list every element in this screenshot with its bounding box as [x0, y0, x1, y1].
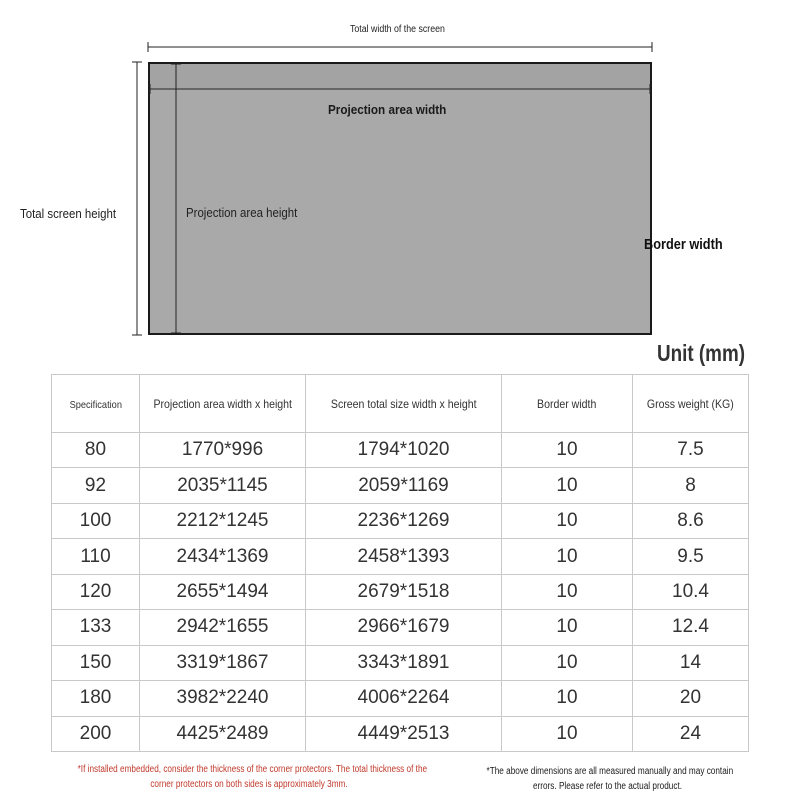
cell-border-width: 10 — [502, 574, 633, 609]
left-note-line2: corner protectors on both sides is approximately 3mm. — [150, 779, 348, 790]
cell-specification: 110 — [52, 539, 140, 574]
cell-projection-area: 4425*2489 — [140, 716, 306, 752]
cell-projection-area: 2035*1145 — [140, 468, 306, 503]
header-projection-area: Projection area width x height — [140, 375, 306, 433]
cell-screen-total-size: 2966*1679 — [306, 610, 502, 645]
projection-height-label: Projection area height — [186, 205, 298, 220]
cell-specification: 80 — [52, 433, 140, 468]
total-height-label: Total screen height — [20, 206, 117, 221]
border-width-label: Border width — [644, 236, 723, 253]
right-note — [486, 764, 734, 794]
cell-screen-total-size: 2236*1269 — [306, 503, 502, 538]
table-row — [52, 539, 749, 574]
cell-border-width: 10 — [502, 433, 633, 468]
cell-projection-area: 3982*2240 — [140, 681, 306, 716]
header-specification: Specification — [52, 375, 140, 433]
cell-gross-weight: 7.5 — [633, 433, 749, 468]
cell-gross-weight: 20 — [633, 681, 749, 716]
table-row — [52, 681, 749, 716]
right-note-line2: errors. Please refer to the actual product. — [532, 781, 683, 792]
left-note — [77, 762, 428, 792]
cell-gross-weight: 8.6 — [633, 503, 749, 538]
cell-projection-area: 2212*1245 — [140, 503, 306, 538]
cell-screen-total-size: 3343*1891 — [306, 645, 502, 680]
cell-border-width: 10 — [502, 610, 633, 645]
cell-screen-total-size: 2059*1169 — [306, 468, 502, 503]
left-note-line1: *If installed embedded, consider the thickness of the corner protectors. The total thickness of the — [77, 764, 428, 775]
cell-gross-weight: 8 — [633, 468, 749, 503]
table-row — [52, 645, 749, 680]
unit-label: Unit (mm) — [657, 340, 746, 366]
table-row — [52, 610, 749, 645]
cell-specification: 120 — [52, 574, 140, 609]
table-header-row — [52, 375, 749, 433]
cell-specification: 200 — [52, 716, 140, 752]
screen-dimension-diagram — [0, 0, 800, 370]
table-row — [52, 433, 749, 468]
cell-gross-weight: 12.4 — [633, 610, 749, 645]
cell-projection-area: 2942*1655 — [140, 610, 306, 645]
cell-border-width: 10 — [502, 645, 633, 680]
total-width-label: Total width of the screen — [350, 24, 445, 35]
cell-specification: 92 — [52, 468, 140, 503]
cell-border-width: 10 — [502, 468, 633, 503]
cell-border-width: 10 — [502, 681, 633, 716]
table-row — [52, 503, 749, 538]
cell-border-width: 10 — [502, 539, 633, 574]
cell-specification: 100 — [52, 503, 140, 538]
cell-gross-weight: 14 — [633, 645, 749, 680]
cell-screen-total-size: 2458*1393 — [306, 539, 502, 574]
specification-table — [51, 374, 749, 752]
cell-border-width: 10 — [502, 503, 633, 538]
cell-screen-total-size: 4006*2264 — [306, 681, 502, 716]
cell-specification: 180 — [52, 681, 140, 716]
cell-specification: 150 — [52, 645, 140, 680]
cell-border-width: 10 — [502, 716, 633, 752]
cell-projection-area: 3319*1867 — [140, 645, 306, 680]
cell-projection-area: 2434*1369 — [140, 539, 306, 574]
table-row — [52, 574, 749, 609]
header-border-width: Border width — [502, 375, 633, 433]
projection-dimension-lines — [0, 0, 800, 370]
right-note-line1: *The above dimensions are all measured manually and may contain — [486, 766, 734, 777]
cell-screen-total-size: 4449*2513 — [306, 716, 502, 752]
cell-specification: 133 — [52, 610, 140, 645]
header-screen-total-size: Screen total size width x height — [306, 375, 502, 433]
cell-gross-weight: 24 — [633, 716, 749, 752]
cell-projection-area: 2655*1494 — [140, 574, 306, 609]
cell-gross-weight: 9.5 — [633, 539, 749, 574]
header-gross-weight: Gross weight (KG) — [633, 375, 749, 433]
cell-projection-area: 1770*996 — [140, 433, 306, 468]
projection-width-label: Projection area width — [328, 102, 447, 117]
cell-screen-total-size: 2679*1518 — [306, 574, 502, 609]
cell-gross-weight: 10.4 — [633, 574, 749, 609]
cell-screen-total-size: 1794*1020 — [306, 433, 502, 468]
table-row — [52, 468, 749, 503]
table-row — [52, 716, 749, 752]
